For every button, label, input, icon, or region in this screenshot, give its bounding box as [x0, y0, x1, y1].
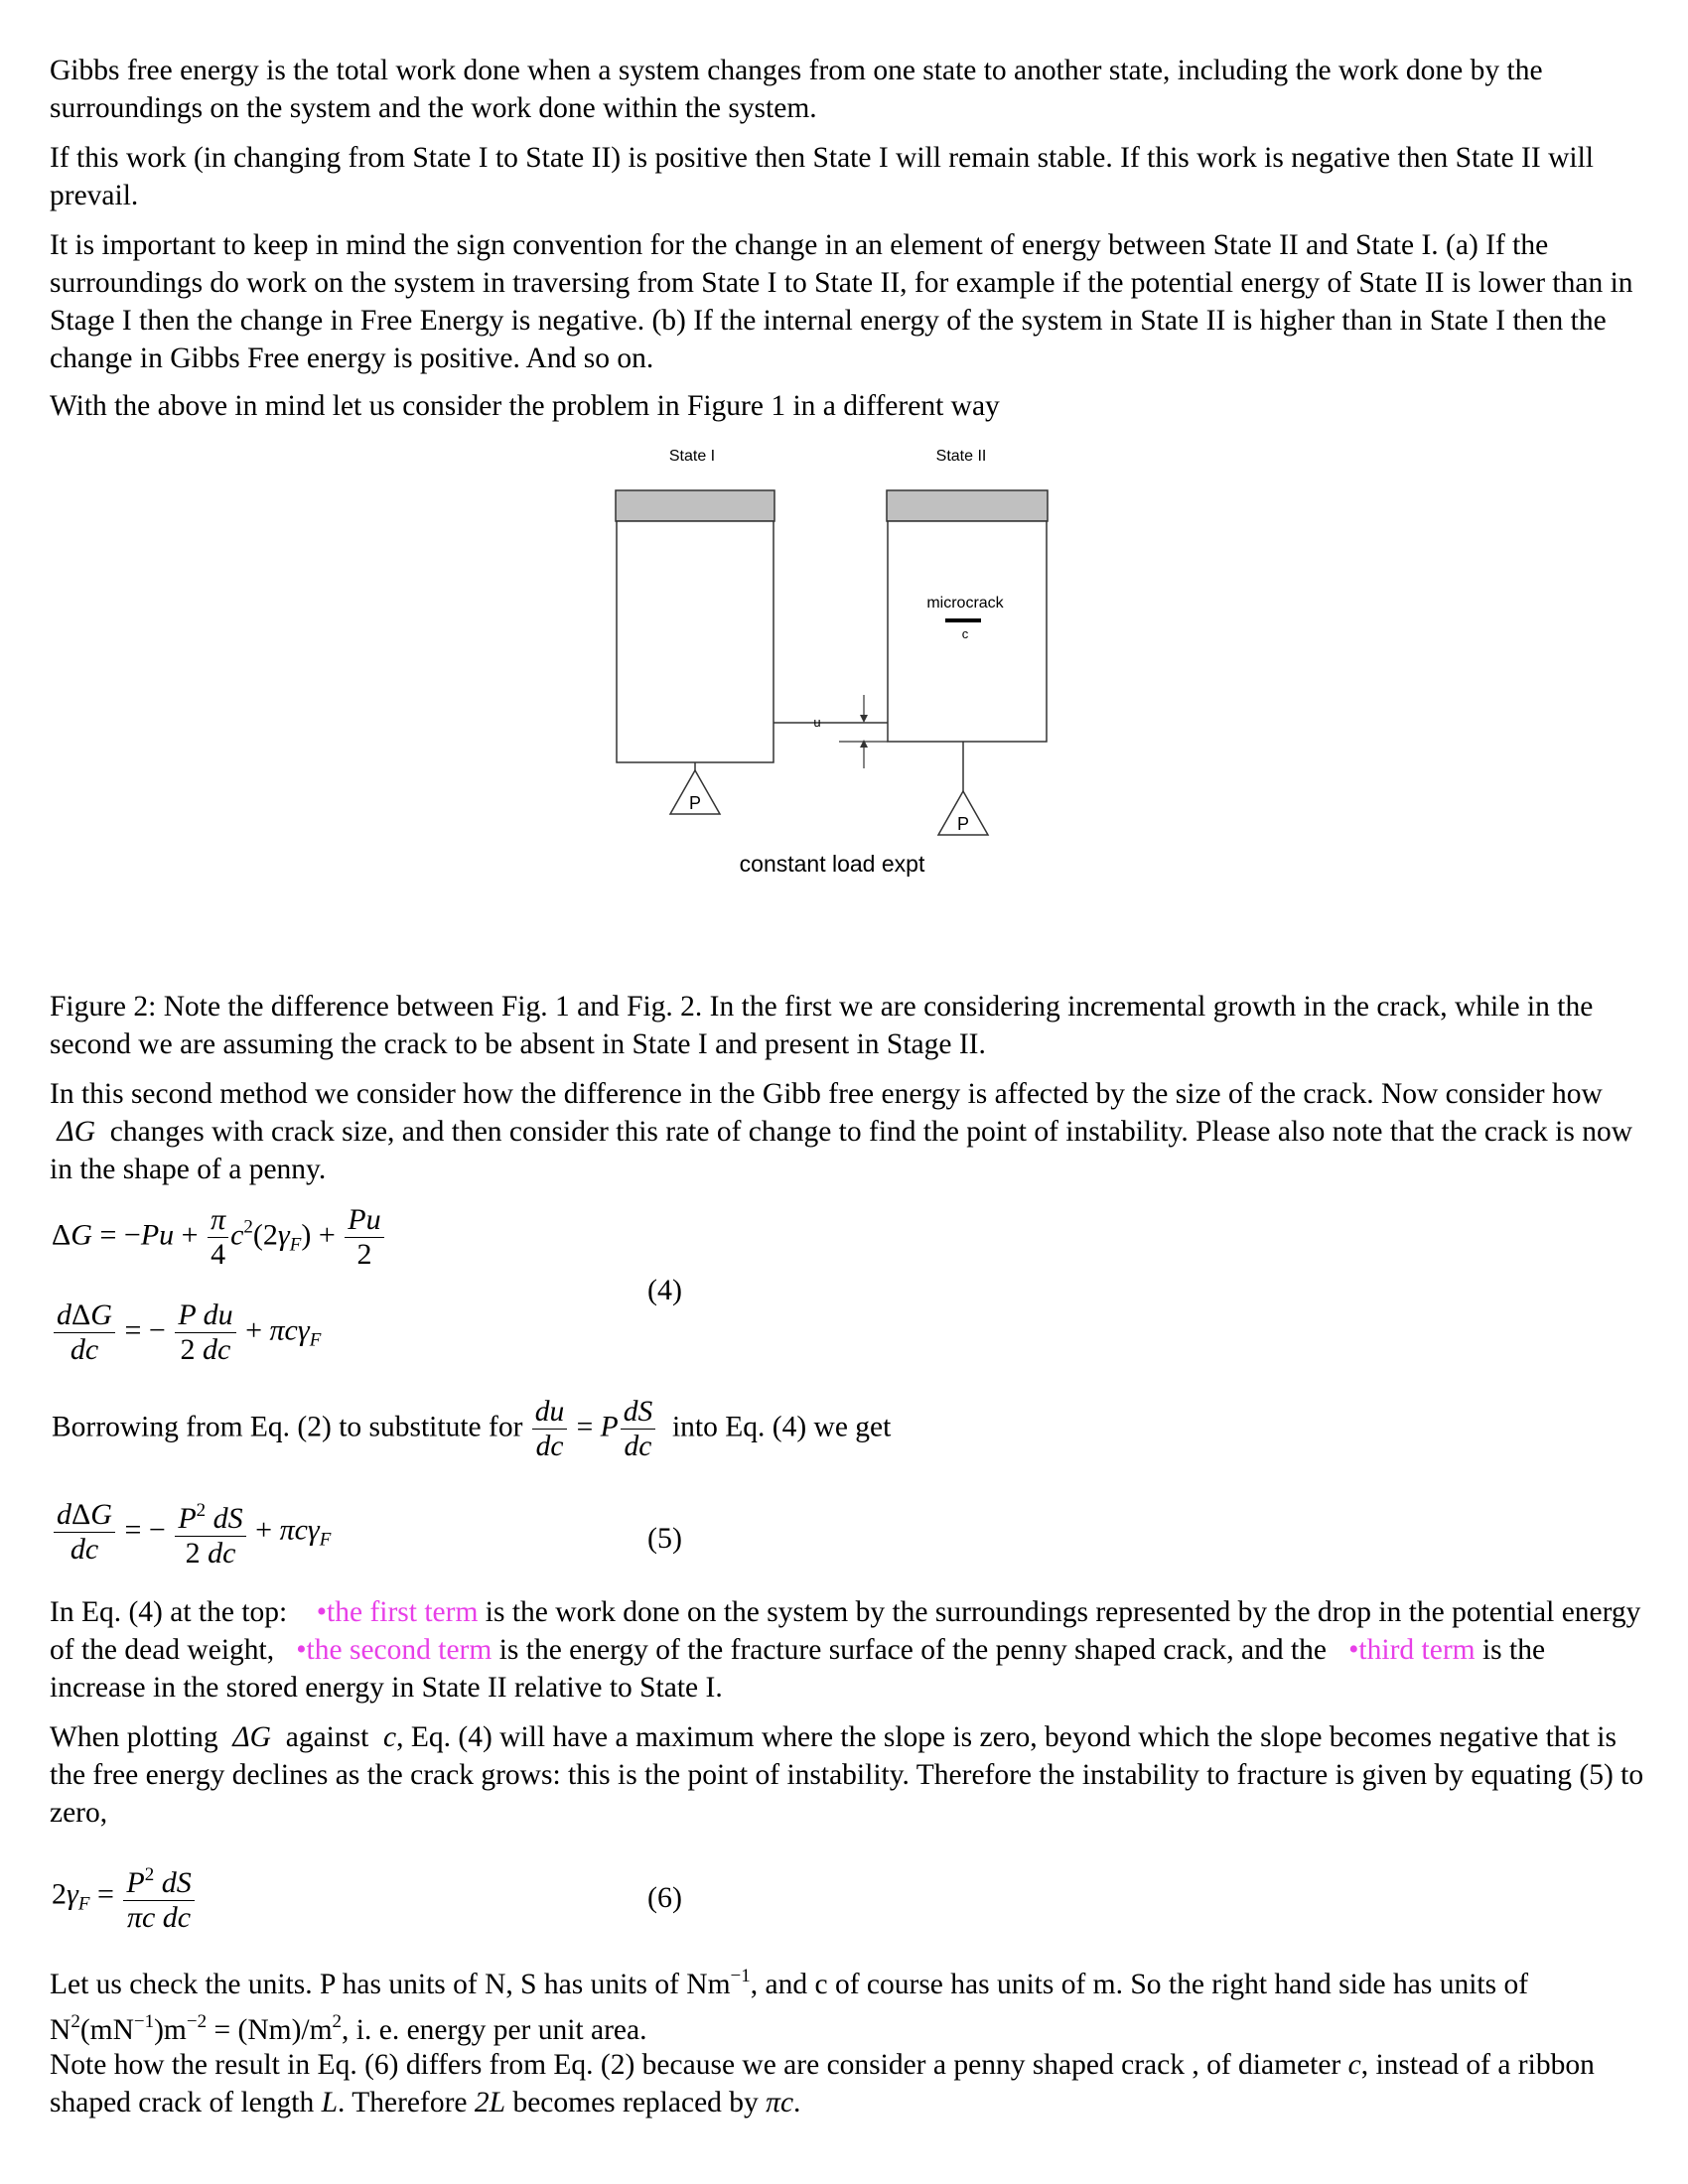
- first-term-highlight: •the first term: [316, 1596, 479, 1628]
- equation-4-line2: $\frac{\text{dΔG}}{dc}$ = − $\frac{\text{P du}}{2 dc}$ + πcγ$_F$: [52, 1298, 321, 1367]
- note-paragraph: [50, 2046, 1648, 2121]
- intro-paragraph: Gibbs free energy is the total work done when a system changes from one state to another state, including the work done by the surroundings on the system and the work done within the system.: [50, 55, 1543, 124]
- units-text-f: , i. e. energy per unit area.: [342, 2014, 647, 2046]
- note-c-symbol: c: [1347, 2049, 1361, 2081]
- borrowing-text-start: Borrowing from Eq. (2) to substitute for: [52, 1411, 523, 1443]
- constant-load-figure: [0, 437, 1688, 893]
- state1-plate: [616, 490, 774, 521]
- method-paragraph: [50, 1075, 1648, 1188]
- equation-6-number: (6): [647, 1881, 682, 1914]
- second-term-highlight: •the second term: [296, 1634, 492, 1666]
- equation-4-number: (4): [647, 1274, 682, 1306]
- equation-5-number: (5): [647, 1522, 682, 1555]
- stability-paragraph: If this work (in changing from State I to State II) is positive then State I will remain stable. If this work is negative then State II will prevail.: [50, 142, 1594, 211]
- arrowhead-up-icon: [860, 740, 868, 748]
- arrowhead-down-icon: [860, 715, 868, 723]
- plot-delta-g-symbol: ΔG: [224, 1721, 279, 1753]
- plot-c-symbol: c: [375, 1721, 397, 1753]
- equation-6: $2\gamma_F$ = $\frac{P^2 dS}{\text{πc dc}}$: [52, 1858, 197, 1935]
- method-text-start: In this second method we consider how the difference in the Gibb free energy is affected by the size of the crack. Now consider how: [50, 1078, 1603, 1110]
- terms-text-d: is the increase in the stored energy in State II relative to State I.: [50, 1634, 1546, 1704]
- units-text-c: (mN: [79, 2014, 134, 2046]
- displacement-label: u: [813, 715, 821, 730]
- load2-label: P: [956, 814, 970, 834]
- plot-text-c: , Eq. (4) will have a maximum where the slope is zero, beyond which the slope becomes negative that is the free energy declines as the crack grows: this is the point of instability. Therefore the instability to fracture is given by equating (5) to zero,: [50, 1721, 1644, 1829]
- units-text-b: , and c of course has units of m. So the right hand side has units of N: [50, 1969, 1529, 2046]
- units-text-e: = (Nm)/m: [207, 2014, 333, 2046]
- third-term-highlight: •third term: [1348, 1634, 1476, 1666]
- note-text-e: .: [793, 2087, 801, 2118]
- figure-caption-label: constant load expt: [739, 851, 925, 877]
- terms-text-b: is the work done on the system by the surroundings represented by the drop in the potential energy of the dead weight,: [50, 1596, 1641, 1666]
- plotting-paragraph: [50, 1718, 1648, 1832]
- note-text-b: , instead of a ribbon shaped crack of length: [50, 2049, 1595, 2118]
- load1-label: P: [688, 793, 702, 813]
- note-text-a: Note how the result in Eq. (6) differs from Eq. (2) because we are consider a penny shaped crack , of diameter: [50, 2049, 1341, 2081]
- units-text-a: Let us check the units. P has units of N, S has units of Nm: [50, 1969, 731, 2000]
- borrowing-line: Borrowing from Eq. (2) to substitute for $\frac{du}{dc}$ = P $\frac{dS}{dc}$ into Eq. (4) we get: [52, 1396, 892, 1462]
- terms-text-c: is the energy of the fracture surface of the penny shaped crack, and the: [498, 1634, 1327, 1666]
- note-pic-symbol: πc: [766, 2087, 794, 2118]
- state1-label: State I: [668, 448, 716, 465]
- microcrack-label: microcrack: [926, 595, 1004, 612]
- note-l-symbol: L: [321, 2087, 339, 2118]
- transition-paragraph: With the above in mind let us consider the problem in Figure 1 in a different way: [50, 390, 1000, 422]
- state2-label: State II: [935, 448, 987, 465]
- note-text-c: . Therefore: [338, 2087, 468, 2118]
- crack-size-label: c: [961, 626, 969, 641]
- equation-4-line1: ΔG = −Pu + $\frac{\pi}{4}$ $c^2(2\gamma_F)$ + $\frac{Pu}{2}$: [52, 1203, 386, 1272]
- note-2l-symbol: 2L: [474, 2087, 506, 2118]
- figure-caption: Figure 2: Note the difference between Fig. 1 and Fig. 2. In the first we are considering incremental growth in the crack, while in the second we are assuming the crack to be absent in State I and present in Stage II.: [50, 991, 1594, 1060]
- terms-text-a: In Eq. (4) at the top:: [50, 1596, 288, 1628]
- state2-plate: [887, 490, 1048, 521]
- plot-text-b: against: [285, 1721, 369, 1753]
- borrowing-text-end: into Eq. (4) we get: [671, 1411, 892, 1443]
- delta-g-symbol: ΔG: [50, 1116, 103, 1148]
- units-paragraph: Let us check the units. P has units of N, S has units of $Nm^{-1}$, and c of course has units of m. So the right hand side has units of $N^2(mN^{-1})m^{-2} = (Nm)/m^2$, i. e. energy per unit area.: [50, 1966, 1529, 2046]
- method-text-end: changes with crack size, and then consider this rate of change to find the point of instability. Please also note that the crack is now in the shape of a penny.: [50, 1116, 1633, 1185]
- state1-specimen: [617, 521, 774, 762]
- note-text-d: becomes replaced by: [512, 2087, 759, 2118]
- plot-text-a: When plotting: [50, 1721, 218, 1753]
- equation-5: $\frac{\text{dΔG}}{dc}$ = − $\frac{P^2 dS}{2 dc}$ + πcγ$_F$: [52, 1494, 331, 1570]
- sign-convention-paragraph: It is important to keep in mind the sign convention for the change in an element of energy between State II and State I. (a) If the surroundings do work on the system in traversing from State I to State II, for example if the potential energy of State II is lower than in Stage I then the change in Free Energy is negative. (b) If the internal energy of the system in State II is higher than in State I then the change in Gibbs Free energy is positive. And so on.: [50, 229, 1633, 374]
- microcrack-mark: [945, 618, 981, 622]
- units-text-d: )m: [154, 2014, 187, 2046]
- terms-paragraph: [50, 1593, 1648, 1706]
